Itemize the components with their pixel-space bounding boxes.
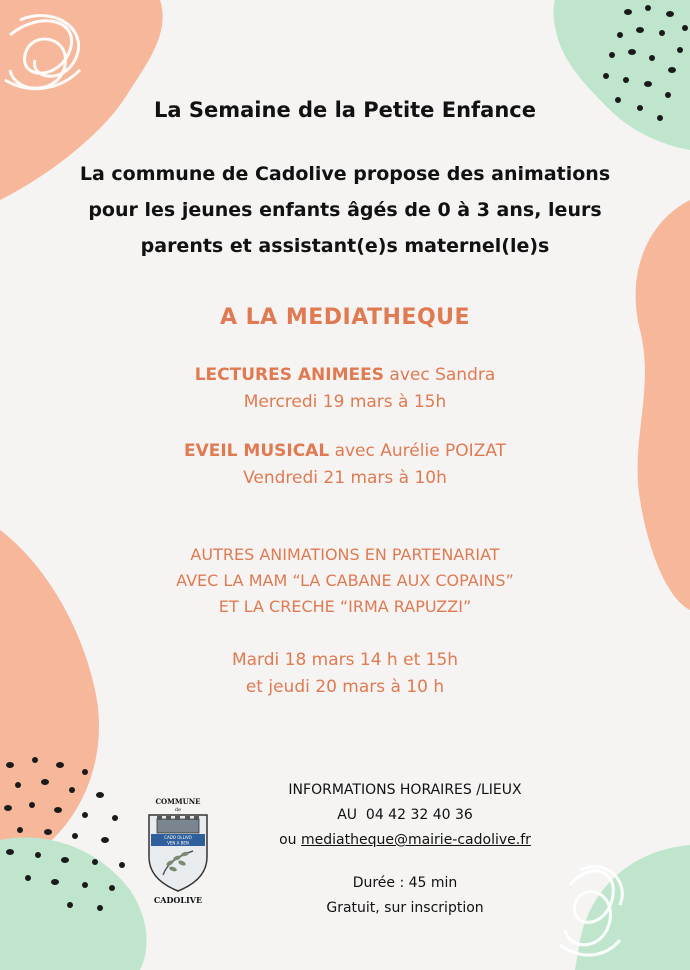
bottom-left-green-blob: [0, 837, 147, 970]
intro-text: [0, 156, 690, 264]
crest-bottom-text: CADOLIVE: [153, 895, 203, 905]
event-with: avec Aurélie POIZAT: [329, 441, 507, 461]
crest-top-text2: de: [174, 807, 182, 813]
partner-date-line: et jeudi 20 mars à 10 h: [245, 677, 445, 697]
event-name: EVEIL MUSICAL: [183, 441, 330, 461]
info-heading: INFORMATIONS HORAIRES /LIEUX: [288, 782, 522, 798]
intro-line: La commune de Cadolive propose des animations: [79, 163, 611, 185]
bottom-right-green-blob: [575, 845, 690, 970]
info-block: [240, 778, 570, 921]
event-name: LECTURES ANIMEES: [194, 365, 384, 385]
event-date: Mercredi 19 mars à 15h: [243, 392, 447, 412]
partnership-line: ET LA CRECHE “IRMA RAPUZZI”: [218, 597, 472, 616]
partnership-text: [0, 542, 690, 620]
info-price: Gratuit, sur inscription: [326, 900, 484, 916]
intro-line: pour les jeunes enfants âgés de 0 à 3 ans, leurs: [88, 199, 602, 221]
partner-date-line: Mardi 18 mars 14 h et 15h: [231, 650, 459, 670]
partnership-line: AVEC LA MAM “LA CABANE AUX COPAINS”: [176, 571, 514, 590]
email-prefix: ou: [279, 832, 297, 848]
top-right-green-blob: [553, 0, 690, 150]
crest-top-text: COMMUNE: [155, 797, 201, 806]
crest-motto-2: VEN A BEN: [167, 840, 189, 846]
section-title: A LA MEDIATHEQUE: [219, 305, 471, 330]
info-duration: Durée : 45 min: [352, 875, 458, 891]
phone-number[interactable]: 04 42 32 40 36: [365, 807, 473, 823]
event-lectures: [0, 362, 690, 416]
event-date: Vendredi 21 mars à 10h: [243, 468, 447, 488]
email-link[interactable]: mediatheque@mairie-cadolive.fr: [300, 832, 531, 848]
info-phone-line: [240, 803, 570, 828]
event-eveil-musical: [0, 438, 690, 492]
intro-line: parents et assistant(e)s maternel(le)s: [140, 235, 550, 257]
cadolive-crest-logo: [143, 795, 213, 905]
partnership-line: AUTRES ANIMATIONS EN PARTENARIAT: [190, 545, 500, 564]
partner-dates: [0, 647, 690, 701]
info-email-line: [240, 828, 570, 853]
crest-motto-1: CADO OLLIVO: [164, 835, 192, 840]
phone-prefix: AU: [337, 807, 358, 823]
event-with: avec Sandra: [384, 365, 496, 385]
page-title: La Semaine de la Petite Enfance: [154, 98, 536, 122]
